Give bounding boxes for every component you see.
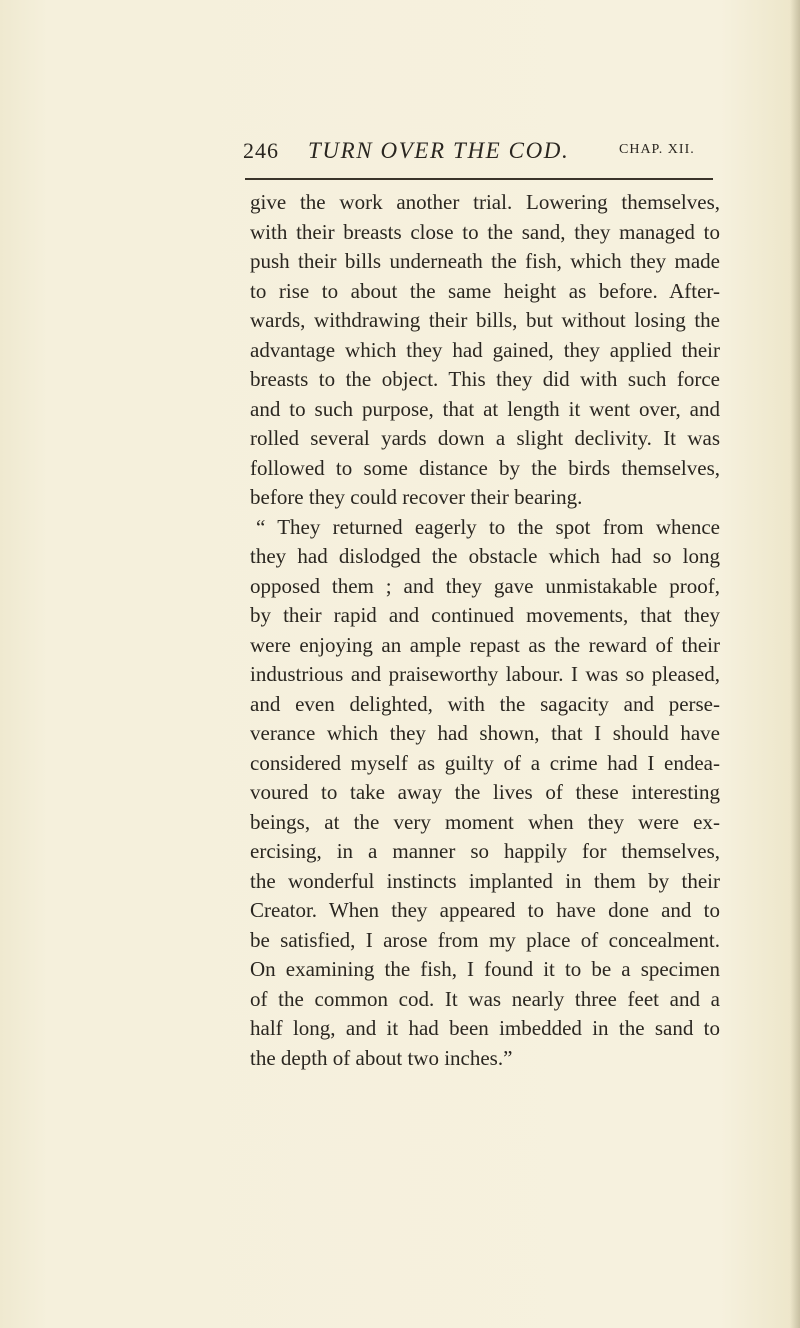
text-line: verance which they had shown, that I should have — [250, 721, 720, 745]
header-rule — [245, 178, 713, 180]
text-line: were enjoying an ample repast as the reward of their — [250, 632, 720, 657]
running-title: TURN OVER THE COD. — [308, 138, 570, 163]
text-line: and to such purpose, that at length it went over, and — [250, 396, 720, 421]
text-line: half long, and it had been imbedded in the sand to — [250, 1016, 720, 1040]
text-line: they had dislodged the obstacle which had so long — [250, 544, 720, 568]
text-line: and even delighted, with the sagacity and perse- — [250, 691, 720, 716]
text-line: to rise to about the same height as before. After- — [250, 278, 720, 303]
text-line: the wonderful instincts implanted in them by their — [250, 868, 720, 893]
text-line: beings, at the very moment when they were ex- — [250, 809, 720, 834]
text-line: the depth of about two inches.” — [250, 1045, 513, 1070]
text-line: advantage which they had gained, they applied their — [250, 337, 720, 362]
text-line: rolled several yards down a slight declivity. It was — [250, 426, 720, 450]
text-line: “ They returned eagerly to the spot from whence — [256, 514, 720, 539]
page-number: 246 — [243, 138, 279, 163]
text-line: give the work another trial. Lowering themselves, — [250, 190, 720, 214]
text-line: industrious and praiseworthy labour. I was so pleased, — [250, 662, 720, 686]
text-line: considered myself as guilty of a crime had I endea- — [250, 750, 720, 775]
text-line: before they could recover their bearing. — [250, 485, 583, 509]
text-line: push their bills underneath the fish, which they made — [250, 249, 720, 273]
chapter-label: CHAP. XII. — [619, 142, 695, 157]
text-line: breasts to the object. This they did with such force — [250, 367, 720, 391]
text-line: of the common cod. It was nearly three feet and a — [250, 986, 720, 1011]
text-line: with their breasts close to the sand, they managed to — [250, 219, 720, 244]
text-line: wards, withdrawing their bills, but without losing the — [250, 308, 720, 332]
text-line: On examining the fish, I found it to be a specimen — [250, 957, 720, 981]
text-line: voured to take away the lives of these interesting — [250, 780, 720, 804]
text-line: ercising, in a manner so happily for themselves, — [250, 839, 720, 863]
body-text — [250, 188, 720, 1073]
running-header — [243, 138, 713, 170]
page-edge-shadow — [790, 0, 800, 1328]
text-line: Creator. When they appeared to have done and to — [250, 898, 720, 922]
text-line: followed to some distance by the birds themselves, — [250, 455, 720, 480]
text-line: be satisfied, I arose from my place of concealment. — [250, 927, 720, 952]
text-line: by their rapid and continued movements, that they — [250, 603, 720, 627]
text-line: opposed them ; and they gave unmistakable proof, — [250, 573, 720, 598]
